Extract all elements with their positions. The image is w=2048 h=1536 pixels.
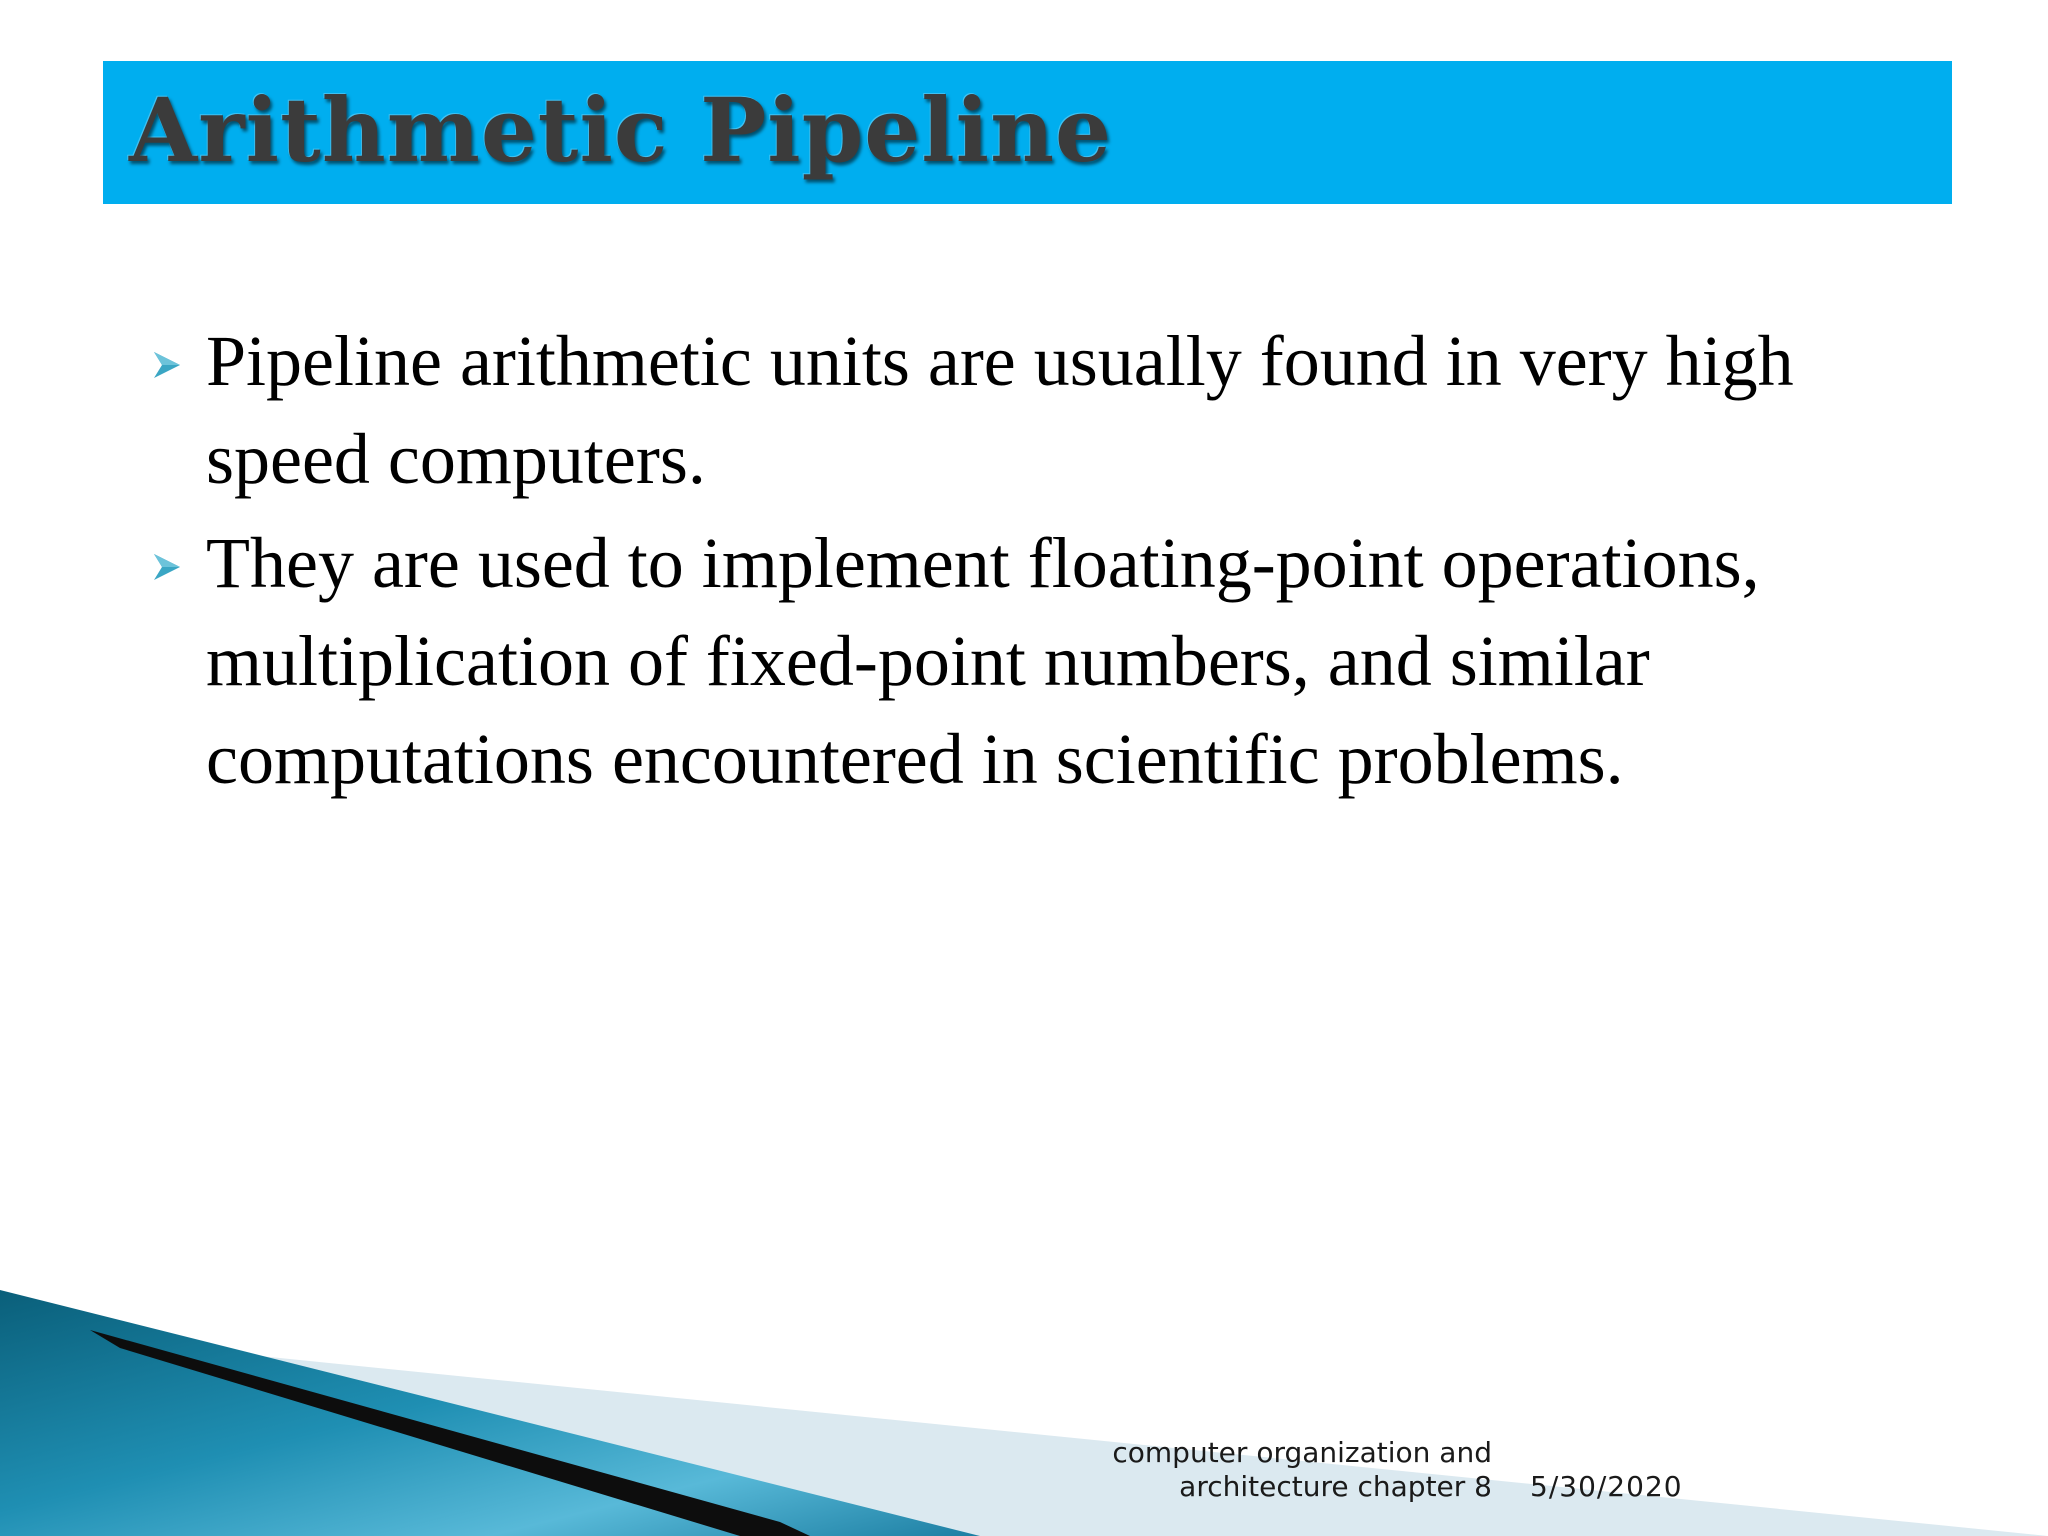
bullet-text-1: Pipeline arithmetic units are usually found in very high speed computers.: [206, 321, 1794, 499]
footer-date: 5/30/2020: [1530, 1470, 1683, 1503]
bullet-text-2: They are used to implement floating-point operations, multiplication of fixed-point numbers, and similar computations encountered in scientific problems.: [206, 523, 1760, 799]
footer-caption: computer organization and architecture chapter 8: [1112, 1436, 1492, 1503]
title-bar: [103, 61, 1952, 204]
bullet-list: [150, 312, 1950, 814]
bullet-item-1: [150, 312, 1950, 508]
slide-title: Arithmetic Pipeline: [129, 78, 1113, 182]
footer-decoration: [0, 1290, 2048, 1536]
arrowhead-bullet-icon: [150, 550, 184, 584]
bullet-item-2: [150, 514, 1950, 808]
arrowhead-bullet-icon: [150, 348, 184, 382]
